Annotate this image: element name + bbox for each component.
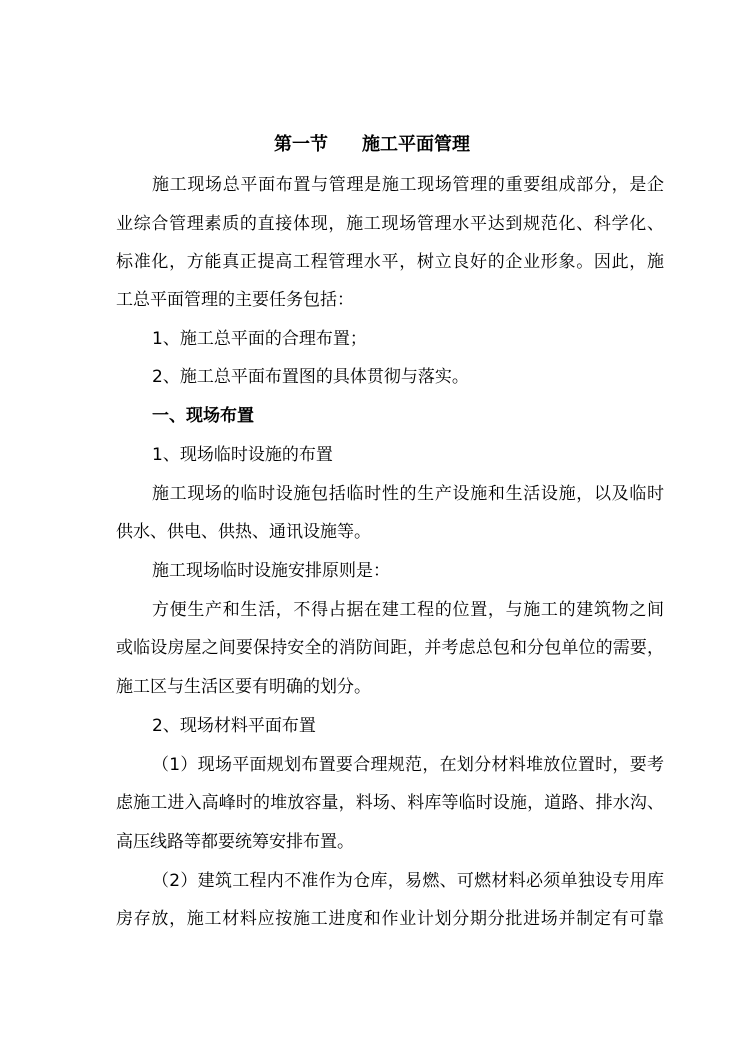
paragraph-line: 供水、供电、供热、通讯设施等。	[116, 522, 371, 542]
paragraph-line: 方便生产和生活，不得占据在建工程的位置，与施工的建筑物之间	[152, 600, 664, 620]
paragraph-line: 业综合管理素质的直接体现，施工现场管理水平达到规范化、科学化、	[116, 214, 664, 234]
section-title	[0, 133, 744, 157]
paragraph-line: 施工现场总平面布置与管理是施工现场管理的重要组成部分，是企	[152, 175, 664, 195]
paragraph-line: 高压线路等都要统筹安排布置。	[116, 832, 354, 852]
paragraph-line: 工总平面管理的主要任务包括：	[116, 290, 354, 310]
paragraph-line: （1）现场平面规划布置要合理规范，在划分材料堆放位置时，要考	[152, 755, 664, 775]
paragraph-line: 或临设房屋之间要保持安全的消防间距，并考虑总包和分包单位的需要，	[116, 638, 664, 658]
paragraph-line: 房存放，施工材料应按施工进度和作业计划分期分批进场并制定有可靠	[116, 909, 664, 929]
paragraph-line: 施工现场临时设施安排原则是：	[152, 561, 390, 581]
subsection-heading: 一、现场布置	[152, 406, 254, 426]
paragraph-line: （2）建筑工程内不准作为仓库，易燃、可燃材料必须单独设专用库	[152, 871, 664, 891]
list-item: 1、施工总平面的合理布置；	[152, 329, 367, 349]
paragraph-line: 虑施工进入高峰时的堆放容量，料场、料库等临时设施，道路、排水沟、	[116, 793, 664, 813]
paragraph-line: 标准化，方能真正提高工程管理水平，树立良好的企业形象。因此，施	[116, 252, 664, 272]
section-heading: 施工平面管理	[362, 134, 470, 155]
subsection-heading: 1、现场临时设施的布置	[152, 445, 333, 465]
paragraph-line: 施工现场的临时设施包括临时性的生产设施和生活设施，以及临时	[152, 484, 664, 504]
subsection-heading: 2、现场材料平面布置	[152, 716, 316, 736]
list-item: 2、施工总平面布置图的具体贯彻与落实。	[152, 367, 469, 387]
section-number: 第一节	[274, 134, 328, 155]
paragraph-line: 施工区与生活区要有明确的划分。	[116, 677, 371, 697]
